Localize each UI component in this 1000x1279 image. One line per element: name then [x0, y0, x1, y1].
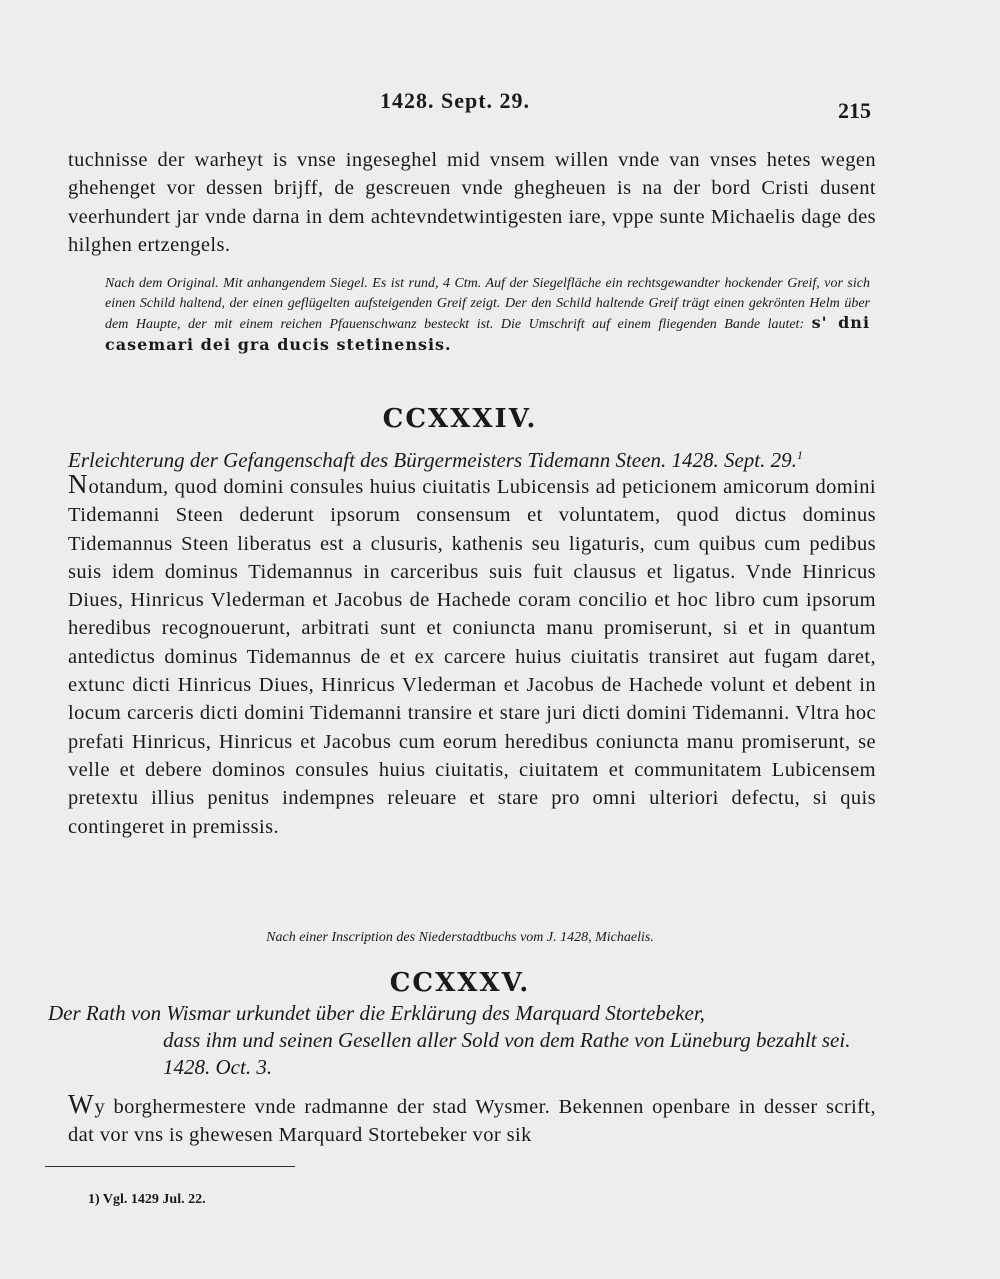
footnote: 1) Vgl. 1429 Jul. 22. [88, 1192, 206, 1207]
header-date: 1428. Sept. 29. [380, 88, 531, 113]
initial-letter: W [68, 1089, 95, 1119]
document-title-235-line1: Der Rath von Wismar urkundet über die Erklärung des Marquard Stortebeker, [48, 1001, 705, 1025]
seal-note [105, 274, 870, 356]
document-title-235-line2: dass ihm und seinen Gesellen aller Sold von dem Rathe von Lüneburg bezahlt sei. 1428. Oct. 3. [163, 1028, 851, 1079]
document-body-235-text: y borghermestere vnde radmanne der stad Wysmer. Bekennen openbare in desser scrift, dat vor vns is ghewesen Marquard Stortebeker vor sik [68, 1096, 876, 1147]
initial-letter: N [68, 469, 89, 499]
seal-note-text: Nach dem Original. Mit anhangendem Siegel. Es ist rund, 4 Ctm. Auf der Siegelfläche ein rechtsgewandter hockender Greif, vor sich einen Schild haltend, der einen geflügelten aufsteigenden Greif zeigt. Der den Schild haltende Greif trägt einen gekrönten Helm über dem Haupte, der mit einem reichen Pfauenschwanz besteckt ist. Die Umschrift auf einem fliegenden Bande lautet: [105, 276, 870, 332]
document-numeral-235: CCXXXV. [389, 968, 531, 998]
footnote-marker: 1 [796, 448, 803, 462]
document-body-234 [68, 470, 876, 841]
paragraph-continuation: tuchnisse der warheyt is vnse ingeseghel mid vnsem willen vnde van vnses hetes wegen ghehenget vor dessen brijff, de gescreuen vnde ghegheuen is na der bord Cristi dusent veerhundert jar vnde darna in dem achtevndetwintigesten iare, vppe sunte Michaelis dage des hilghen ertzengels. [68, 149, 876, 256]
document-body-235 [68, 1090, 876, 1150]
document-body-234-text: otandum, quod domini consules huius ciuitatis Lubicensis ad peticionem amicorum domini Tidemanni Steen dederunt ipsorum consensum et voluntatem, quod dictus dominus Tidemannus Steen liberatus est a clusuris, kathenis seu ligaturis, cum quibus cum pedibus suis idem dominus Tidemannus in carceribus suis fuit clausus et ligatus. Vnde Hinricus Diues, Hinricus Vlederman et Jacobus de Hachede coram concilio et hoc libro cum ipsorum heredibus recognouerunt, arbitrati sunt et coniuncta manu promiserunt, si et in quantum antedictus dominus Tidemannus de et ex carcere huius ciuitatis transiret aut fugam daret, extunc dicti Hinricus Diues, Hinricus Vlederman et Jacobus de Hachede volunt et debent in locum carceris dicti domini Tidemanni transire et stare juri dicti domini Tidemanni. Vltra hoc prefati Hinricus, Hinricus et Jacobus cum eorum heredibus coniuncta manu promiserunt, se velle et debere dominos consules huius ciuitatis, ciuitatem et communitatem Lubicensem pretextu illius penitus indempnes releuare et stare pro omni ulteriori defectu, si quis contingeret in premissis. [68, 476, 876, 838]
document-title-235 [48, 1000, 868, 1081]
footnote-rule [45, 1166, 295, 1167]
source-note-234: Nach einer Inscription des Niederstadtbuchs vom J. 1428, Michaelis. [266, 930, 654, 945]
document-numeral-234: CCXXXIV. [382, 404, 538, 434]
seal-legend: s' dni casemari dei gra ducis stetinensis. [105, 313, 871, 354]
page-number: 215 [838, 98, 871, 123]
running-header [0, 88, 1000, 123]
document-title-234-text: Erleichterung der Gefangenschaft des Bürgermeisters Tidemann Steen. 1428. Sept. 29. [68, 448, 797, 472]
